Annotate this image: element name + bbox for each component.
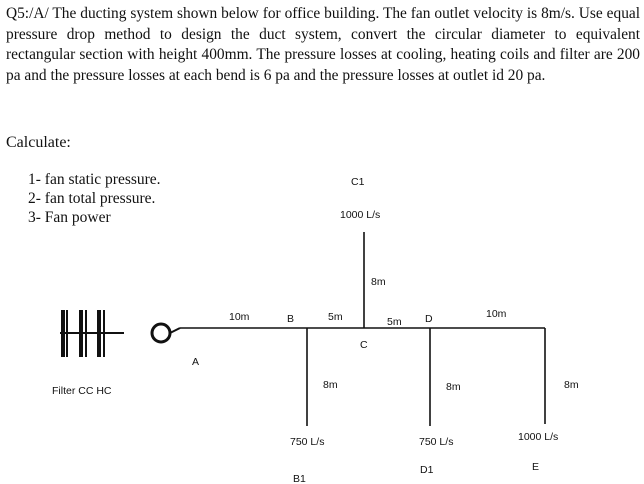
outlet-e-name: E (532, 461, 540, 473)
outlet-b1-flow: 750 L/s (290, 436, 325, 448)
calculate-heading: Calculate: (6, 134, 71, 151)
segment-e-length: 8m (564, 379, 579, 391)
outlet-d1-flow: 750 L/s (419, 436, 454, 448)
equipment-label: Filter CC HC (52, 385, 112, 397)
node-b-label: B (287, 313, 295, 325)
segment-c-c1-length: 8m (371, 276, 386, 288)
question-paragraph: Q5:/A/ The ducting system shown below for office building. The fan outlet velocity is 8m/s. Use equal pressure drop method to design the duct system, convert the circular diameter to equivalent rectangular section with height 400mm. The pressure losses at cooling, heating coils and filter are 200 pa and the pressure losses at each bend is 6 pa and the pressure losses at outlet id 20 pa. (6, 5, 640, 84)
segment-b-b1-length: 8m (323, 379, 338, 391)
node-c-label: C (360, 339, 368, 351)
segment-c-d-length: 5m (387, 316, 402, 328)
calculate-item-fan-static-pressure: 1- fan static pressure. (28, 171, 161, 188)
fan-icon (152, 324, 180, 342)
outlet-c1-name: C1 (351, 176, 365, 188)
segment-b-c-length: 5m (328, 311, 343, 323)
node-a-label: A (192, 356, 200, 368)
calculate-item-fan-power: 3- Fan power (28, 209, 111, 226)
node-d-label: D (425, 313, 433, 325)
segment-a-b-length: 10m (229, 311, 250, 323)
filter-coil-symbol (60, 310, 124, 357)
outlet-c1-flow: 1000 L/s (340, 209, 381, 221)
segment-d-e-length: 10m (486, 308, 507, 320)
segment-d-d1-length: 8m (446, 381, 461, 393)
outlet-d1-name: D1 (420, 464, 434, 476)
outlet-b1-name: B1 (293, 473, 306, 484)
calculate-item-fan-total-pressure: 2- fan total pressure. (28, 190, 156, 207)
outlet-e-flow: 1000 L/s (518, 431, 559, 443)
